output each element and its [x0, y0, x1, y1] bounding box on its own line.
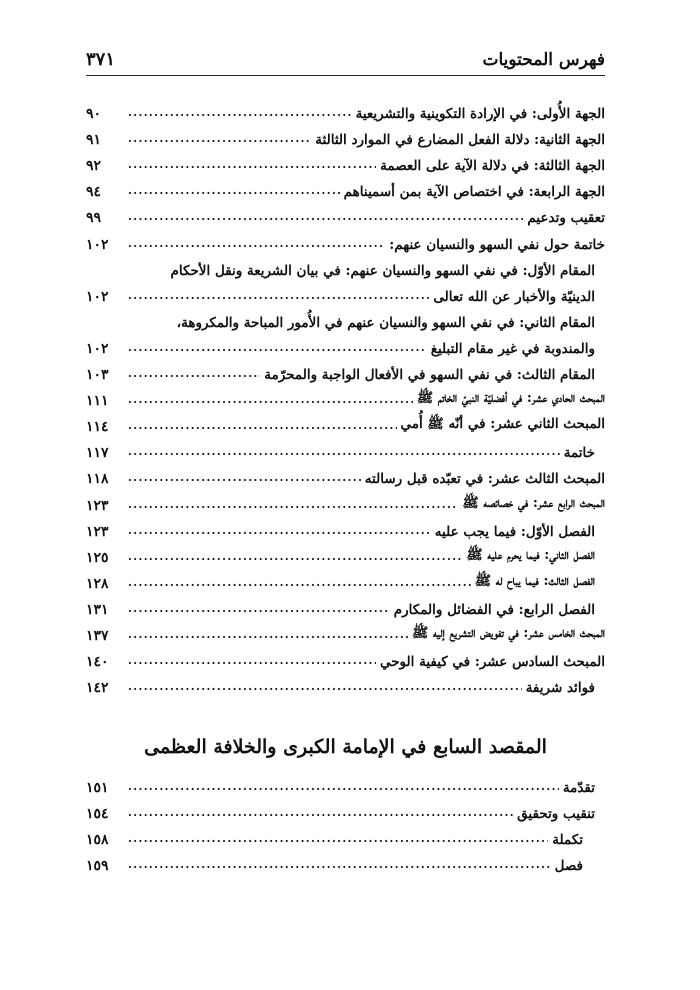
toc-entry-page-number: ١٠٣: [86, 367, 109, 384]
toc-entry-title: المبحث الحادي عشر: في أفضليّة النبيّ الخاتم ﷺ: [416, 390, 605, 407]
toc-entry-title: والمندوبة في غير مقام التبليغ: [430, 340, 595, 357]
toc-entry-page-number: ١٤٠: [86, 654, 109, 671]
dot-leader: [128, 239, 385, 249]
toc-entry: [86, 670, 605, 696]
toc-entry-page-number: ١١٧: [86, 445, 109, 462]
toc-entry: [86, 514, 605, 540]
toc-entry-title: المبحث الخامس عشر: في تفويض التشريع إليه ﷺ: [411, 624, 605, 641]
toc-entry: [86, 96, 605, 122]
dot-leader: [128, 860, 551, 870]
toc-entry: [86, 618, 605, 644]
toc-entry-page-number: ٩٤: [86, 184, 102, 201]
toc-entry-page-number: ١١٤: [86, 419, 109, 436]
toc-entry-title: خاتمة: [563, 445, 595, 462]
toc-entry-title: الدينيّة والأخبار عن الله تعالى: [433, 288, 595, 305]
toc-entry-page-number: ٩٩: [86, 210, 102, 227]
toc-entry: [86, 822, 605, 848]
toc-entry: [86, 487, 605, 513]
dot-leader: [128, 447, 560, 457]
toc-entry-title: تعقيب وتدعيم: [527, 210, 605, 227]
toc-entry-title: تكملة: [552, 832, 583, 848]
dot-leader: [128, 343, 427, 353]
toc-entry: [86, 383, 605, 409]
dot-leader: [128, 186, 340, 196]
dot-leader: [128, 134, 311, 144]
dot-leader: [128, 682, 522, 692]
dot-leader: [128, 526, 431, 536]
toc-entry-title: المقام الثالث: في نفي السهو في الأفعال الواجبة والمحرّمة: [264, 367, 595, 384]
toc-entry-page-number: ١٢٥: [86, 549, 109, 566]
page-header: [86, 40, 605, 70]
toc-entry: [86, 592, 605, 618]
dot-leader: [128, 808, 513, 818]
dot-leader: [128, 630, 408, 640]
dot-leader: [128, 578, 471, 588]
dot-leader: [128, 395, 413, 405]
toc-entry-page-number: ٩١: [86, 132, 102, 149]
toc-entry-title: المبحث الثالث عشر: في تعبّده قبل رسالته: [364, 471, 605, 488]
toc-entry: [86, 305, 605, 331]
toc-entry-page-number: ١٤٢: [86, 680, 109, 697]
dot-leader: [128, 604, 390, 614]
toc-entry-title: تنقيب وتحقيق: [517, 806, 595, 822]
toc-entry-page-number: ١١٨: [86, 471, 109, 488]
toc-entry: [86, 253, 605, 279]
toc-entry: [86, 435, 605, 461]
toc-entry-title: الفصل الثاني: فيما يحرم عليه ﷺ: [466, 546, 595, 563]
dot-leader: [128, 369, 260, 379]
section-contents: [86, 770, 605, 874]
toc-entry: [86, 331, 605, 357]
toc-entry-title: المبحث الرابع عشر: في خصائصه ﷺ: [462, 494, 605, 511]
toc-entry-title: الفصل الرابع: في الفضائل والمكارم: [393, 601, 595, 618]
dot-leader: [128, 782, 559, 792]
dot-leader: [128, 552, 462, 562]
toc-entry-page-number: ١٣١: [86, 601, 109, 618]
toc-entry-page-number: ١٣٧: [86, 627, 109, 644]
toc-entry-page-number: ١٢٨: [86, 575, 109, 592]
toc-entry: [86, 148, 605, 174]
toc-entry-page-number: ١١١: [86, 393, 109, 410]
toc-entry-title: فصل: [554, 858, 583, 874]
toc-entry-title: الجهة الثانية: دلالة الفعل المضارع في الموارد الثالثة: [315, 132, 605, 149]
header-rule: [86, 75, 605, 76]
header-page-number: ٣٧١: [86, 49, 116, 70]
toc-entry-title: الفصل الأوّل: فيما يجب عليه: [434, 523, 595, 540]
toc-entry: [86, 566, 605, 592]
toc-entry-title: الجهة الرابعة: في اختصاص الآية بمن أسميناهم: [343, 184, 605, 201]
toc-entry: [86, 540, 605, 566]
toc-entry-title: المبحث السادس عشر: في كيفية الوحي: [379, 654, 605, 671]
dot-leader: [128, 160, 376, 170]
toc-entry-title: الجهة الأُولى: في الإرادة التكوينية والتشريعية: [355, 106, 605, 123]
toc-entry-title: الفصل الثالث: فيما يباح له ﷺ: [474, 572, 595, 589]
toc-entry: [86, 796, 605, 822]
header-title: فهرس المحتويات: [482, 50, 605, 70]
toc-entry-page-number: ١٢٣: [86, 497, 109, 514]
toc-entry: [86, 644, 605, 670]
toc-entry-page-number: ١٢٣: [86, 523, 109, 540]
table-of-contents: [86, 96, 605, 696]
toc-entry: [86, 279, 605, 305]
toc-entry-title: المبحث الثاني عشر: في أنّه ﷺ أُمي: [400, 416, 605, 433]
dot-leader: [128, 473, 361, 483]
toc-entry: [86, 461, 605, 487]
toc-entry-page-number: ١٠٢: [86, 340, 109, 357]
toc-entry-page-number: ١٥٤: [86, 806, 109, 822]
dot-leader: [128, 291, 429, 301]
toc-entry-title: الجهة الثالثة: في دلالة الآية على العصمة: [380, 158, 605, 175]
toc-entry-title: تقدّمة: [562, 780, 595, 796]
section-title: المقصد السابع في الإمامة الكبرى والخلافة العظمى: [144, 736, 547, 758]
toc-entry-title: خاتمة حول نفي السهو والنسيان عنهم:: [389, 236, 605, 253]
dot-leader: [128, 212, 523, 222]
toc-entry-page-number: ١٠٢: [86, 236, 109, 253]
toc-entry: [86, 174, 605, 200]
toc-entry: [86, 357, 605, 383]
dot-leader: [128, 108, 352, 118]
dot-leader: [128, 500, 458, 510]
dot-leader: [128, 656, 376, 666]
toc-entry-page-number: ٩٠: [86, 106, 102, 123]
toc-entry: [86, 226, 605, 252]
toc-entry-page-number: ٩٢: [86, 158, 102, 175]
toc-entry: [86, 200, 605, 226]
dot-leader: [128, 421, 397, 431]
toc-entry: [86, 770, 605, 796]
toc-entry-page-number: ١٥٩: [86, 858, 109, 874]
dot-leader: [128, 834, 548, 844]
toc-entry-title: المقام الأوّل: في نفي السهو والنسيان عنهم: في بيان الشريعة ونقل الأحكام: [170, 262, 595, 279]
toc-entry: [86, 122, 605, 148]
toc-entry: [86, 409, 605, 435]
toc-entry-page-number: ١٥٨: [86, 832, 109, 848]
toc-entry-page-number: ١٠٢: [86, 288, 109, 305]
toc-entry-title: فوائد شريفة: [525, 680, 595, 697]
toc-entry-title: المقام الثاني: في نفي السهو والنسيان عنهم في الأُمور المباحة والمكروهة،: [176, 314, 595, 331]
toc-entry-page-number: ١٥١: [86, 780, 109, 796]
toc-entry: [86, 848, 605, 874]
